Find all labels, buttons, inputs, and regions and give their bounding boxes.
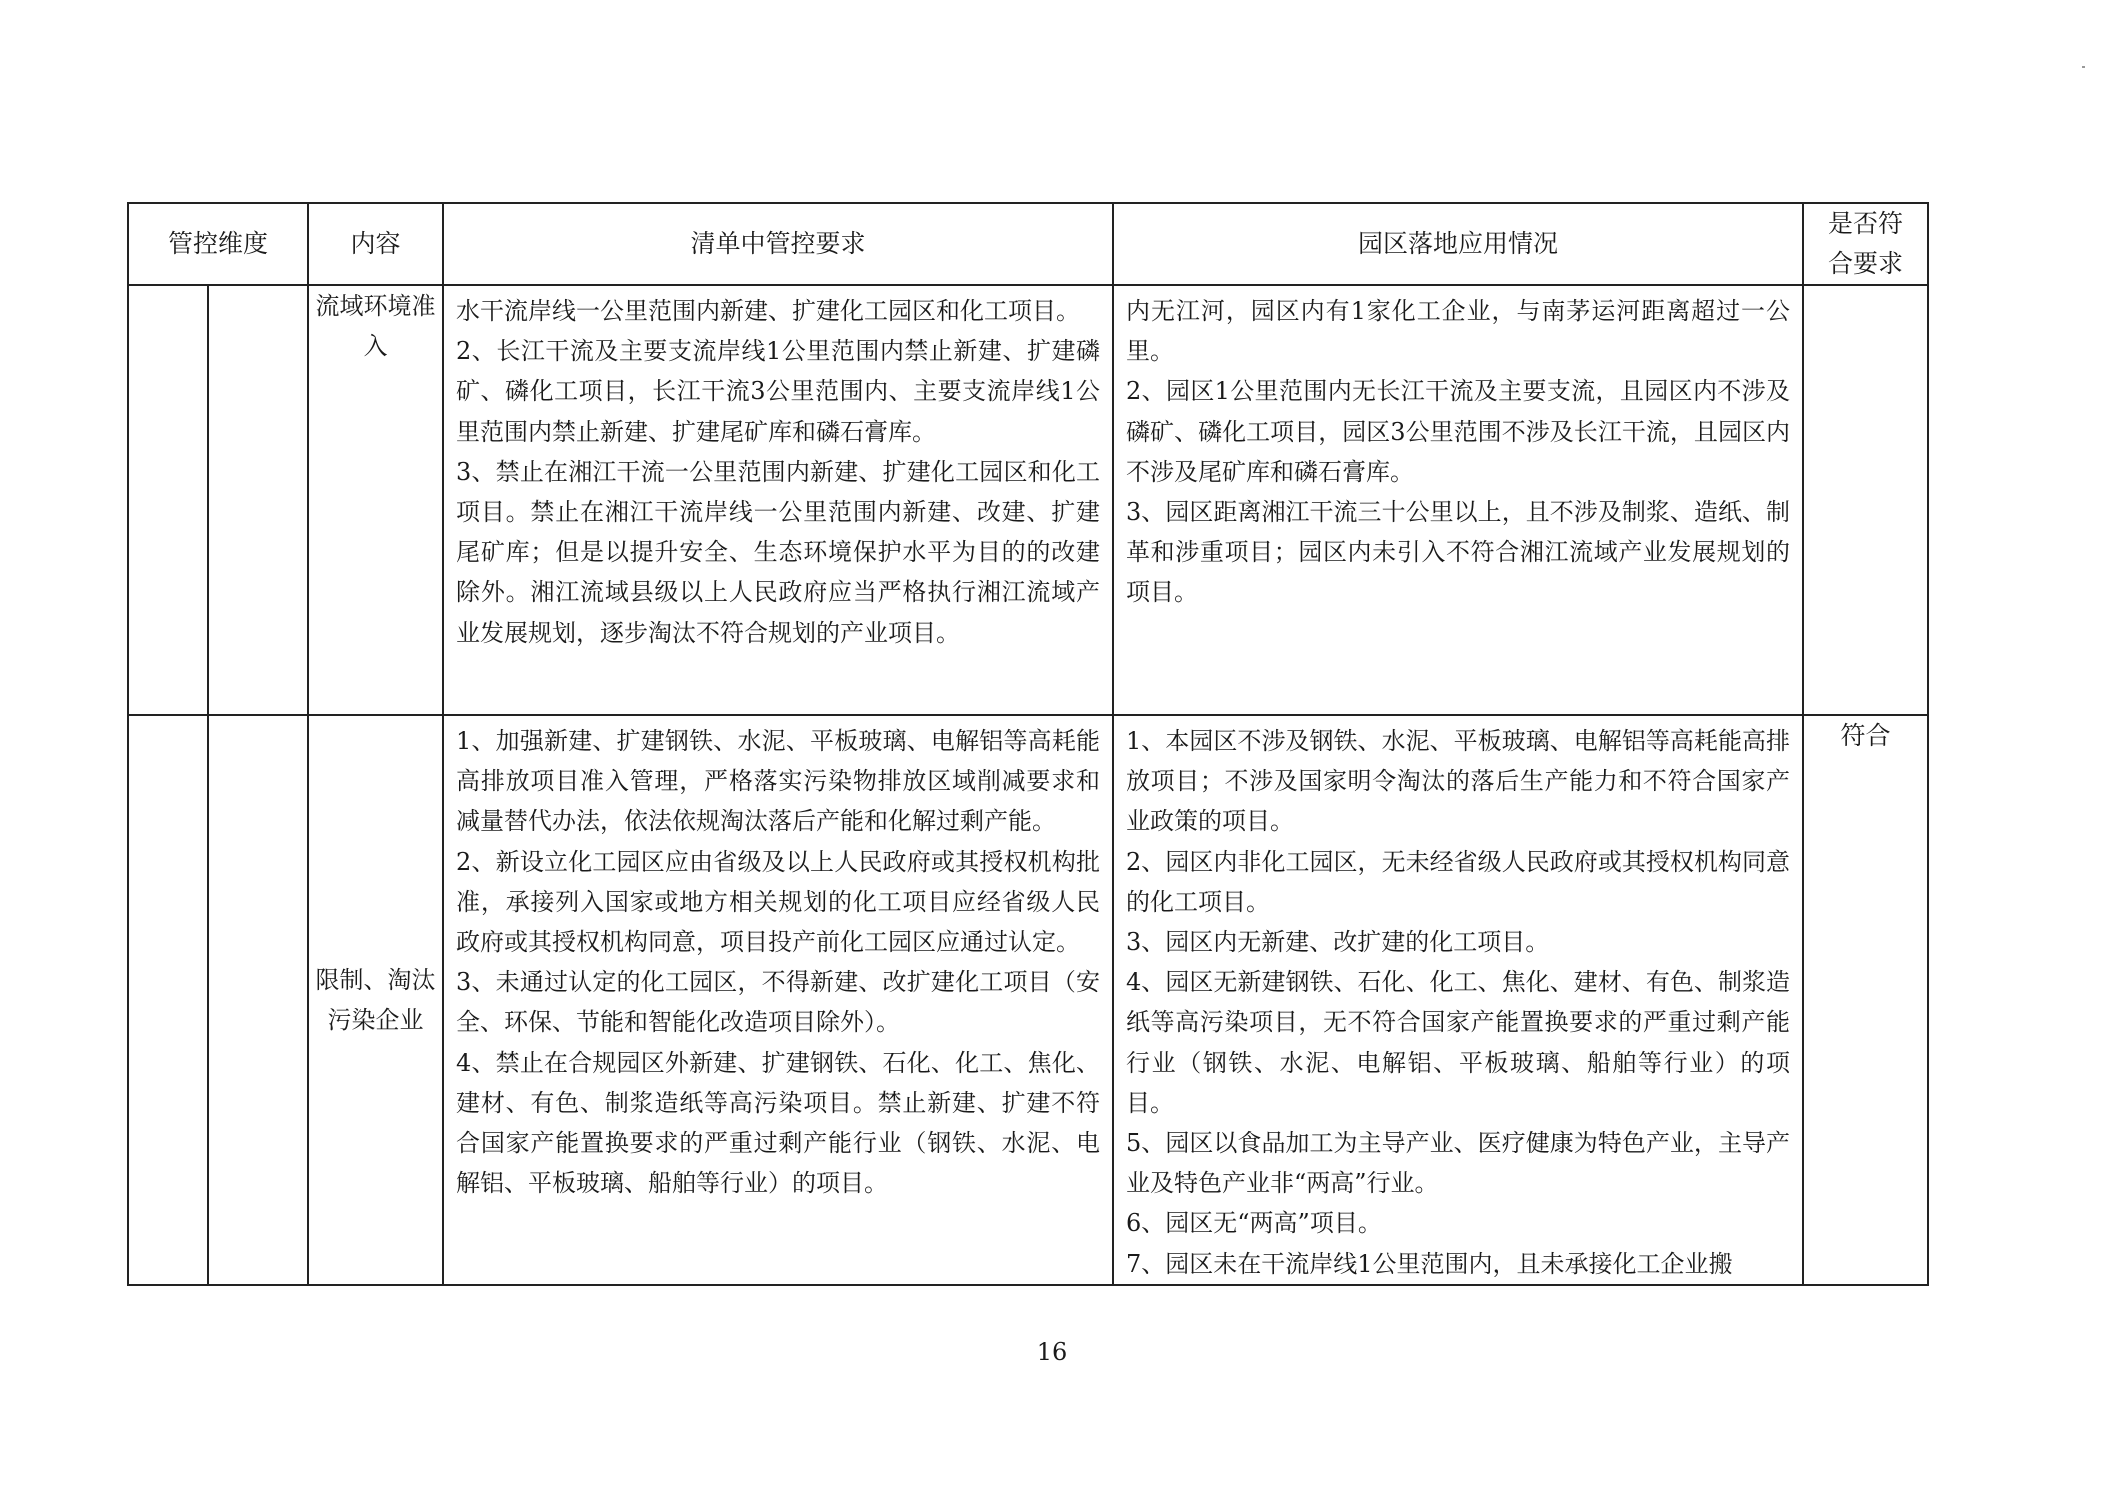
table-row [128,285,1928,715]
dimension-sub-cell [208,285,308,715]
scan-speck [2082,66,2085,68]
header-conform [1803,203,1928,285]
application-cell [1113,285,1803,715]
application-paragraph: 5、园区以食品加工为主导产业、医疗健康为特色产业，主导产业及特色产业非“两高”行业。 [1126,1129,1791,1198]
table-row [128,715,1928,1285]
conform-cell [1803,285,1928,715]
dimension-sub-cell [208,715,308,1285]
header-dimension: 管控维度 [128,203,308,285]
requirement-cell [443,715,1113,1285]
requirement-paragraph: 水干流岸线一公里范围内新建、扩建化工园区和化工项目。 [456,297,1081,325]
content-text: 限制、淘汰污染企业 [315,965,436,1034]
requirement-paragraph: 3、禁止在湘江干流一公里范围内新建、扩建化工园区和化工项目。禁止在湘江干流岸线一公里范围内新建、改建、扩建尾矿库；但是以提升安全、生态环境保护水平为目的的改建除外。湘江流域县级以上人民政府应当严格执行湘江流域产业发展规划，逐步淘汰不符合规划的产业项目。 [456,457,1101,647]
requirement-paragraph: 4、禁止在合规园区外新建、扩建钢铁、石化、化工、焦化、建材、有色、制浆造纸等高污染项目。禁止新建、扩建不符合国家产能置换要求的严重过剩产能行业（钢铁、水泥、电解铝、平板玻璃、船舶等行业）的项目。 [456,1048,1101,1198]
header-conform-line2: 合要求 [1828,249,1904,278]
application-paragraph: 2、园区内非化工园区，无未经省级人民政府或其授权机构同意的化工项目。 [1126,847,1791,916]
header-content: 内容 [308,203,443,285]
application-cell [1113,715,1803,1285]
conform-cell: 符合 [1803,715,1928,1285]
requirement-paragraph: 2、长江干流及主要支流岸线1公里范围内禁止新建、扩建磷矿、磷化工项目，长江干流3公里范围内、主要支流岸线1公里范围内禁止新建、扩建尾矿库和磷石膏库。 [456,337,1101,446]
dimension-cell [128,285,208,715]
header-conform-line1: 是否符 [1828,209,1904,238]
application-paragraph: 4、园区无新建钢铁、石化、化工、焦化、建材、有色、制浆造纸等高污染项目，无不符合国家产能置换要求的严重过剩产能行业（钢铁、水泥、电解铝、平板玻璃、船舶等行业）的项目。 [1126,968,1791,1117]
table-header-row [128,203,1928,285]
content-cell [308,715,443,1285]
application-paragraph: 7、园区未在干流岸线1公里范围内，且未承接化工企业搬 [1126,1249,1733,1278]
requirements-table [127,202,1929,1286]
application-paragraph: 3、园区内无新建、改扩建的化工项目。 [1126,928,1550,957]
dimension-cell [128,715,208,1285]
application-paragraph: 2、园区1公里范围内无长江干流及主要支流，且园区内不涉及磷矿、磷化工项目，园区3公里范围不涉及长江干流，且园区内不涉及尾矿库和磷石膏库。 [1126,377,1791,486]
content-text: 流域环境准入 [315,292,436,361]
content-cell [308,285,443,715]
requirement-cell [443,285,1113,715]
requirement-paragraph: 1、加强新建、扩建钢铁、水泥、平板玻璃、电解铝等高耗能高排放项目准入管理，严格落实污染物排放区域削减要求和减量替代办法，依法依规淘汰落后产能和化解过剩产能。 [456,727,1101,836]
header-application: 园区落地应用情况 [1113,203,1803,285]
header-requirement: 清单中管控要求 [443,203,1113,285]
application-paragraph: 1、本园区不涉及钢铁、水泥、平板玻璃、电解铝等高耗能高排放项目；不涉及国家明令淘汰的落后生产能力和不符合国家产业政策的项目。 [1126,727,1791,836]
application-paragraph: 3、园区距离湘江干流三十公里以上，且不涉及制浆、造纸、制革和涉重项目；园区内未引入不符合湘江流域产业发展规划的项目。 [1126,498,1791,607]
requirement-paragraph: 2、新设立化工园区应由省级及以上人民政府或其授权机构批准，承接列入国家或地方相关规划的化工项目应经省级人民政府或其授权机构同意，项目投产前化工园区应通过认定。 [456,847,1101,957]
application-paragraph: 内无江河，园区内有1家化工企业，与南茅运河距离超过一公里。 [1126,297,1791,366]
requirement-paragraph: 3、未通过认定的化工园区，不得新建、改扩建化工项目（安全、环保、节能和智能化改造项目除外）。 [456,968,1101,1037]
application-paragraph: 6、园区无“两高”项目。 [1126,1209,1382,1238]
page-number: 16 [1036,1338,1068,1366]
